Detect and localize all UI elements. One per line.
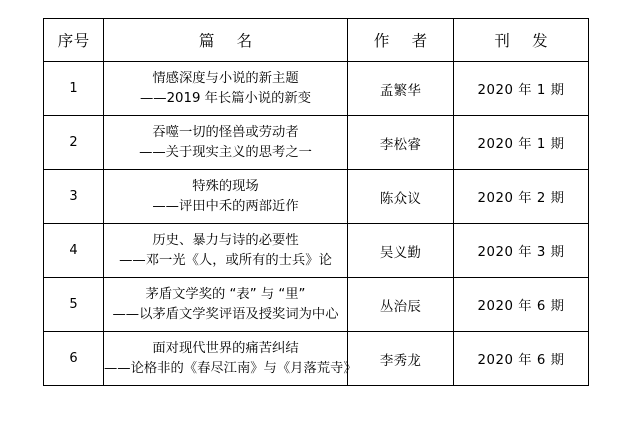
cell-author: 李秀龙 (348, 332, 454, 386)
table-row (44, 116, 589, 170)
cell-no: 3 (44, 170, 104, 224)
title-line-primary: 特殊的现场 (192, 178, 259, 194)
table-row (44, 278, 589, 332)
cell-publication: 2020 年 6 期 (454, 332, 589, 386)
cell-author: 吴义勤 (348, 224, 454, 278)
title-line-primary: 茅盾文学奖的 “表” 与 “里” (145, 286, 306, 302)
cell-publication: 2020 年 6 期 (454, 278, 589, 332)
cell-author: 陈众议 (348, 170, 454, 224)
table-header (44, 19, 589, 62)
table-row (44, 62, 589, 116)
cell-publication: 2020 年 1 期 (454, 62, 589, 116)
article-table (43, 18, 589, 386)
table-body (44, 62, 589, 386)
title-line-secondary: ——以茅盾文学奖评语及授奖词为中心 (112, 306, 339, 322)
cell-no: 2 (44, 116, 104, 170)
title-line-primary: 情感深度与小说的新主题 (152, 70, 299, 86)
table-header-row (44, 19, 589, 62)
cell-title (104, 170, 348, 224)
cell-no: 6 (44, 332, 104, 386)
title-line-primary: 面对现代世界的痛苦纠结 (152, 340, 299, 356)
cell-title (104, 332, 357, 386)
cell-publication: 2020 年 3 期 (454, 224, 589, 278)
cell-publication: 2020 年 2 期 (454, 170, 589, 224)
cell-author: 孟繁华 (348, 62, 454, 116)
title-line-secondary: ——关于现实主义的思考之一 (139, 144, 312, 160)
title-line-primary: 吞噬一切的怪兽或劳动者 (152, 124, 299, 140)
cell-author: 丛治辰 (348, 278, 454, 332)
cell-title (104, 278, 348, 332)
cell-title (104, 62, 348, 116)
title-line-secondary: ——2019 年长篇小说的新变 (139, 90, 312, 106)
table-row (44, 224, 589, 278)
cell-no: 5 (44, 278, 104, 332)
column-header-title: 篇 名 (104, 19, 348, 62)
title-line-secondary: ——邓一光《人，或所有的士兵》论 (119, 252, 332, 268)
title-line-secondary: ——评田中禾的两部近作 (152, 198, 299, 214)
column-header-author: 作 者 (348, 19, 454, 62)
cell-publication: 2020 年 1 期 (454, 116, 589, 170)
title-line-secondary: ——论格非的《春尽江南》与《月落荒寺》 (104, 360, 357, 376)
article-table-container (43, 18, 588, 386)
cell-no: 1 (44, 62, 104, 116)
table-row (44, 170, 589, 224)
cell-author: 李松睿 (348, 116, 454, 170)
table-row (44, 332, 589, 386)
cell-title (104, 224, 348, 278)
title-line-primary: 历史、暴力与诗的必要性 (152, 232, 299, 248)
cell-no: 4 (44, 224, 104, 278)
column-header-no: 序号 (44, 19, 104, 62)
cell-title (104, 116, 348, 170)
column-header-publication: 刊 发 (454, 19, 589, 62)
